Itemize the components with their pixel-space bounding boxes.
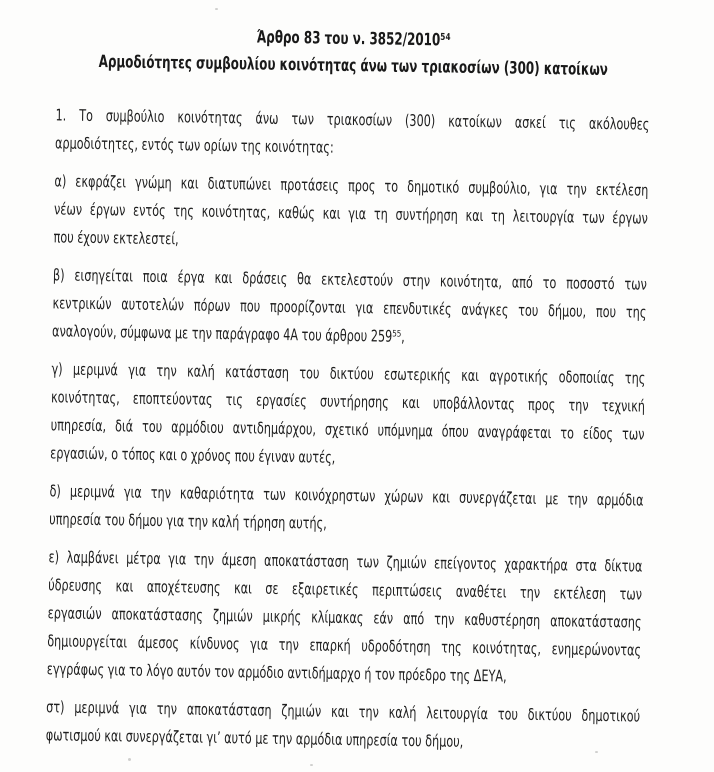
text-line: β) εισηγείται ποια έργα και δράσεις θα εκτελεστούν στην κοινότητα, από το ποσοστό των [52, 265, 647, 294]
scan-speck [128, 758, 131, 761]
paragraph-a [53, 167, 648, 260]
text-line: στ) μεριμνά για την αποκατάσταση ζημιών και την καλή λειτουργία του δικτύου δημοτικού [46, 697, 641, 726]
paragraph-g [50, 355, 646, 476]
paragraph-b [52, 261, 647, 354]
document-header [56, 21, 651, 84]
text-line: αρμοδιότητες, εντός των ορίων της κοινότητας: [54, 133, 334, 157]
text-line: υπηρεσία του δήμου για την καλή τήρηση αυτής, [49, 509, 327, 533]
scan-speck [310, 764, 313, 766]
text-line: κοινότητας, εποπτεύοντας τις εργασίες συντήρησης και υποβάλλοντας προς την τεχνική [50, 387, 646, 416]
scan-speck [595, 751, 598, 753]
paragraph-e [47, 543, 643, 692]
text-line: ύδρευσης και αποχέτευσης και σε εξαιρετικές περιπτώσεις αναθέτει την εκτέλεση των [48, 575, 643, 604]
text-line: φωτισμού και συνεργάζεται γι’ αυτό με την αρμόδια υπηρεσία του δήμου, [45, 725, 464, 751]
text-line: εργασιών αποκατάστασης ζημιών μικρής κλίμακας εάν από την καθυστέρηση αποκατάστασης [47, 603, 642, 632]
text-line: γ) μεριμνά για την καλή κατάσταση του δικτύου εσωτερικής και αγροτικής οδοποιίας της [51, 359, 646, 388]
text-line: υπηρεσία, διά του αρμόδιου αντιδημάρχου, σχετικό υπόμνημα όπου αναγράφεται το είδος των [50, 415, 645, 444]
text-line: 1. Το συμβούλιο κοινότητας άνω των τριακοσίων (300) κατοίκων ασκεί τις ακόλουθες [55, 105, 650, 134]
text-line: που έχουν εκτελεστεί, [53, 227, 179, 249]
article-title: Άρθρο 83 του ν. 3852/2010⁵⁴ [256, 27, 451, 51]
article-body [46, 101, 650, 758]
paragraph-1 [55, 101, 650, 166]
text-line: α) εκφράζει γνώμη και διατυπώνει προτάσεις προς το δημοτικό συμβούλιο, για την εκτέλεση [54, 171, 649, 200]
text-line: αναλογούν, σύμφωνα με την παράγραφο 4Α του άρθρου 259⁵⁵, [51, 321, 405, 346]
paragraph-d [49, 477, 644, 542]
text-line: κεντρικών αυτοτελών πόρων που προορίζονται για επενδυτικές ανάγκες του δήμου, που της [52, 293, 647, 322]
text-line: δ) μεριμνά για την καθαριότητα των κοινόχρηστων χώρων και συνεργάζεται με την αρμόδια [49, 481, 644, 510]
scanned-text-block [45, 21, 651, 768]
scan-speck [215, 8, 218, 10]
text-line: δημιουργείται άμεσος κίνδυνος για την επαρκή υδροδότηση της κοινότητας, ενημερώνοντας [47, 631, 642, 660]
text-line: εγγράφως για το λόγο αυτόν τον αρμόδιο αντιδήμαρχο ή τον πρόεδρο της ΔΕΥΑ, [46, 659, 507, 686]
article-subtitle: Αρμοδιότητες συμβουλίου κοινότητας άνω των τριακοσίων (300) κατοίκων [98, 52, 609, 81]
paragraph-st [46, 693, 641, 758]
text-line: νέων έργων εντός της κοινότητας, καθώς και για τη συντήρηση και τη λειτουργία των έργων [53, 199, 649, 228]
text-line: εργασιών, ο τόπος και ο χρόνος που έγιναν αυτές, [50, 443, 336, 467]
text-line: ε) λαμβάνει μέτρα για την άμεση αποκατάσταση των ζημιών επείγοντος χαρακτήρα στα δίκτυα [48, 547, 643, 576]
